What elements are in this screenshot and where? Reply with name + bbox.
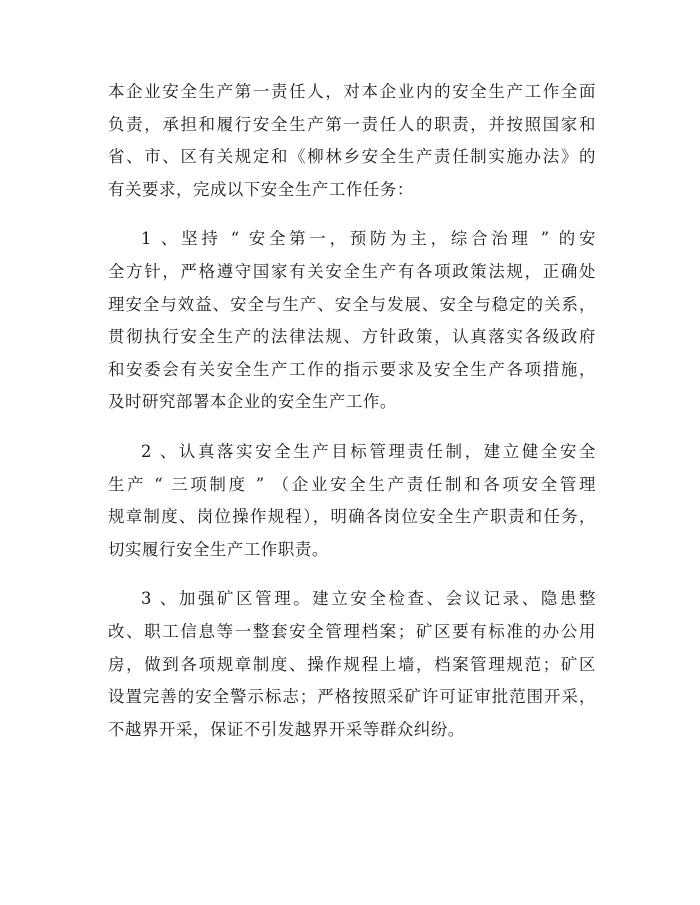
- text-line: 不越界开采，保证不引发越界开采等群众纠纷。: [108, 719, 465, 739]
- text-line: 设置完善的安全警示标志；严格按照采矿许可证审批范围开采，: [108, 687, 596, 707]
- text-line: 省、市、区有关规定和《柳林乡安全生产责任制实施办法》的: [108, 147, 596, 167]
- paragraph-spacer: [108, 566, 596, 583]
- text-line: 规章制度、岗位操作规程），明确各岗位安全生产职责和任务，: [108, 507, 596, 527]
- text-line: 1 、坚持 “ 安全第一，预防为主，综合治理 ” 的安: [141, 229, 596, 249]
- text-line: 全方针，严格遵守国家有关安全生产有各项政策法规，正确处: [108, 261, 596, 281]
- text-line: 有关要求，完成以下安全生产工作任务：: [108, 179, 414, 199]
- paragraph-intro: [108, 76, 596, 206]
- paragraph-item-3: [108, 583, 596, 746]
- text-line: 贯彻执行安全生产的法律法规、方针政策，认真落实各级政府: [108, 327, 596, 347]
- text-line: 改、职工信息等一整套安全管理档案；矿区要有标准的办公用: [108, 621, 596, 641]
- paragraph-item-1: [108, 223, 596, 419]
- text-line: 负责，承担和履行安全生产第一责任人的职责，并按照国家和: [108, 114, 596, 134]
- text-line: 2 、认真落实安全生产目标管理责任制，建立健全安全: [141, 441, 596, 461]
- text-line: 本企业安全生产第一责任人，对本企业内的安全生产工作全面: [108, 82, 596, 101]
- text-line: 房，做到各项规章制度、操作规程上墙，档案管理规范；矿区: [108, 654, 596, 674]
- paragraph-item-2: [108, 436, 596, 566]
- paragraph-spacer: [108, 206, 596, 223]
- text-line: 和安委会有关安全生产工作的指示要求及安全生产各项措施，: [108, 359, 596, 379]
- paragraph-spacer: [108, 419, 596, 436]
- text-line: 生产 “ 三项制度 ” （企业安全生产责任制和各项安全管理: [108, 474, 596, 494]
- text-line: 切实履行安全生产工作职责。: [108, 539, 329, 559]
- text-line: 3 、加强矿区管理。建立安全检查、会议记录、隐患整: [141, 589, 596, 609]
- text-line: 及时研究部署本企业的安全生产工作。: [108, 392, 397, 412]
- text-line: 理安全与效益、安全与生产、安全与发展、安全与稳定的关系，: [108, 294, 596, 314]
- document-body: [108, 76, 596, 746]
